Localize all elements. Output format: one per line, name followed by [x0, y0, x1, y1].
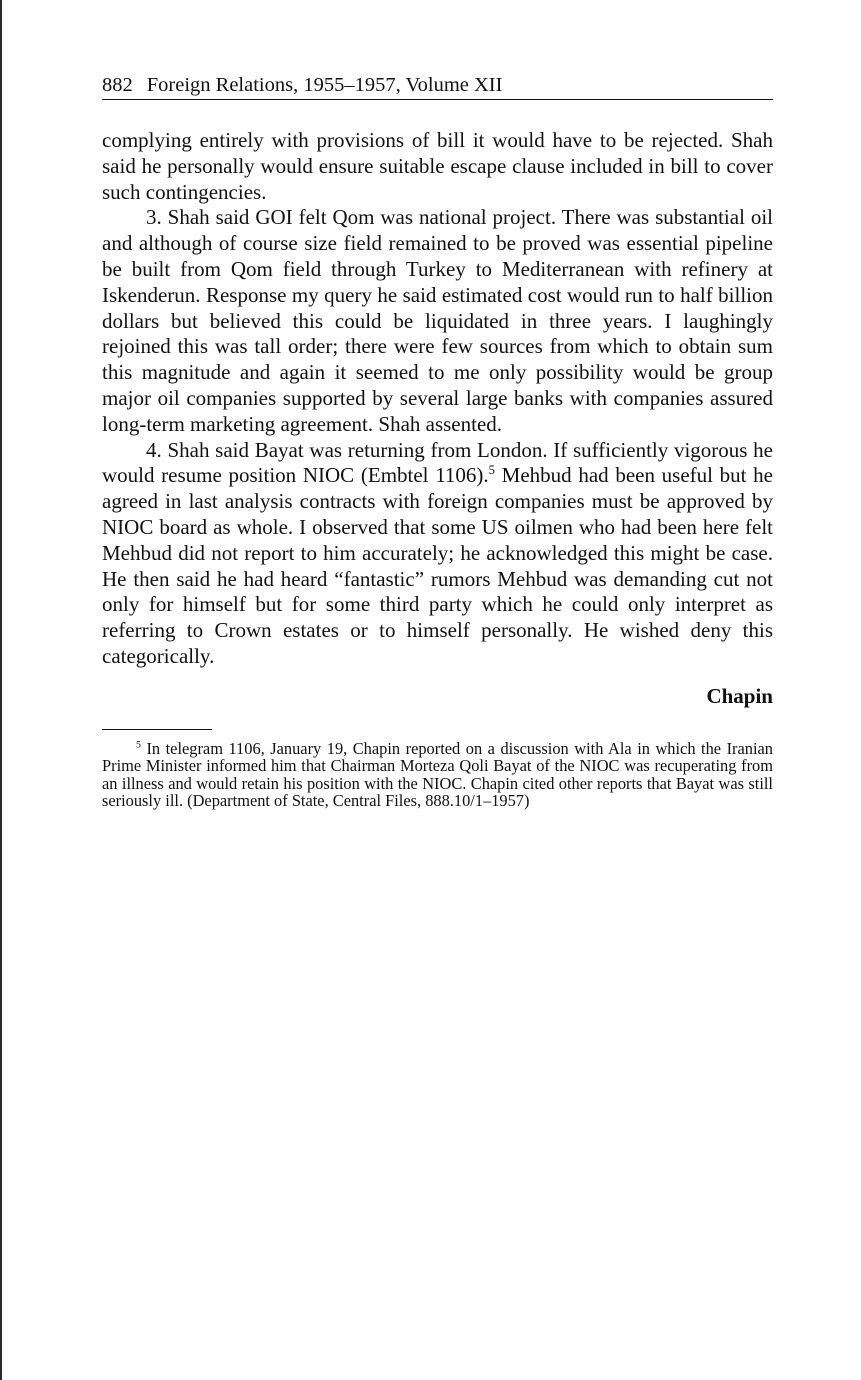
paragraph-4 — [102, 438, 773, 670]
footnote-text: In telegram 1106, January 19, Chapin reported on a discussion with Ala in which the Iranian Prime Minister informed him that Chairman Morteza Qoli Bayat of the NIOC was recuperating from an illness and would retain his position with the NIOC. Chapin cited other reports that Bayat was still seriously ill. (Department of State, Central Files, 888.10/1–1957) — [102, 738, 773, 810]
page-number: 882 — [102, 74, 133, 96]
paragraph-4-part-2: Mehbud had been useful but he agreed in last analysis contracts with foreign companies must be approved by NIOC board as whole. I observed that some US oilmen who had been here felt Mehbud did not report to him accurately; he acknowledged this might be case. He then said he had heard “fantastic” rumors Mehbud was demanding cut not only for himself but for some third party which he could only interpret as referring to Crown estates or to himself personally. He wished deny this categorically. — [102, 463, 773, 668]
footnote — [102, 740, 773, 810]
footnote-reference[interactable]: 5 — [488, 463, 495, 478]
paragraph-3: 3. Shah said GOI felt Qom was national project. There was substantial oil and although of course size field remained to be proved was essential pipeline be built from Qom field through Turkey to Mediterranean with refinery at Iskenderun. Response my query he said estimated cost would run to half billion dollars but believed this could be liquidated in three years. I laughingly rejoined this was tall order; there were few sources from which to obtain sum this magnitude and again it seemed to me only possibility would be group major oil companies supported by several large banks with companies assured long-term marketing agreement. Shah assented. — [102, 205, 773, 436]
body-text — [102, 128, 773, 670]
signature: Chapin — [706, 683, 773, 708]
running-header — [102, 72, 773, 100]
running-title: Foreign Relations, 1955–1957, Volume XII — [146, 74, 503, 96]
footnote-divider — [102, 729, 212, 730]
page-edge-line — [0, 0, 2, 1380]
footnote-number: 5 — [136, 739, 141, 751]
paragraph-4-part-1: 4. Shah said Bayat was returning from London. If sufficiently vigorous he would resume position NIOC (Embtel 1106). — [102, 437, 773, 488]
document-page — [102, 72, 773, 809]
paragraph-continuation: complying entirely with provisions of bill it would have to be rejected. Shah said he personally would ensure suitable escape clause included in bill to cover such contingencies. — [102, 128, 773, 204]
